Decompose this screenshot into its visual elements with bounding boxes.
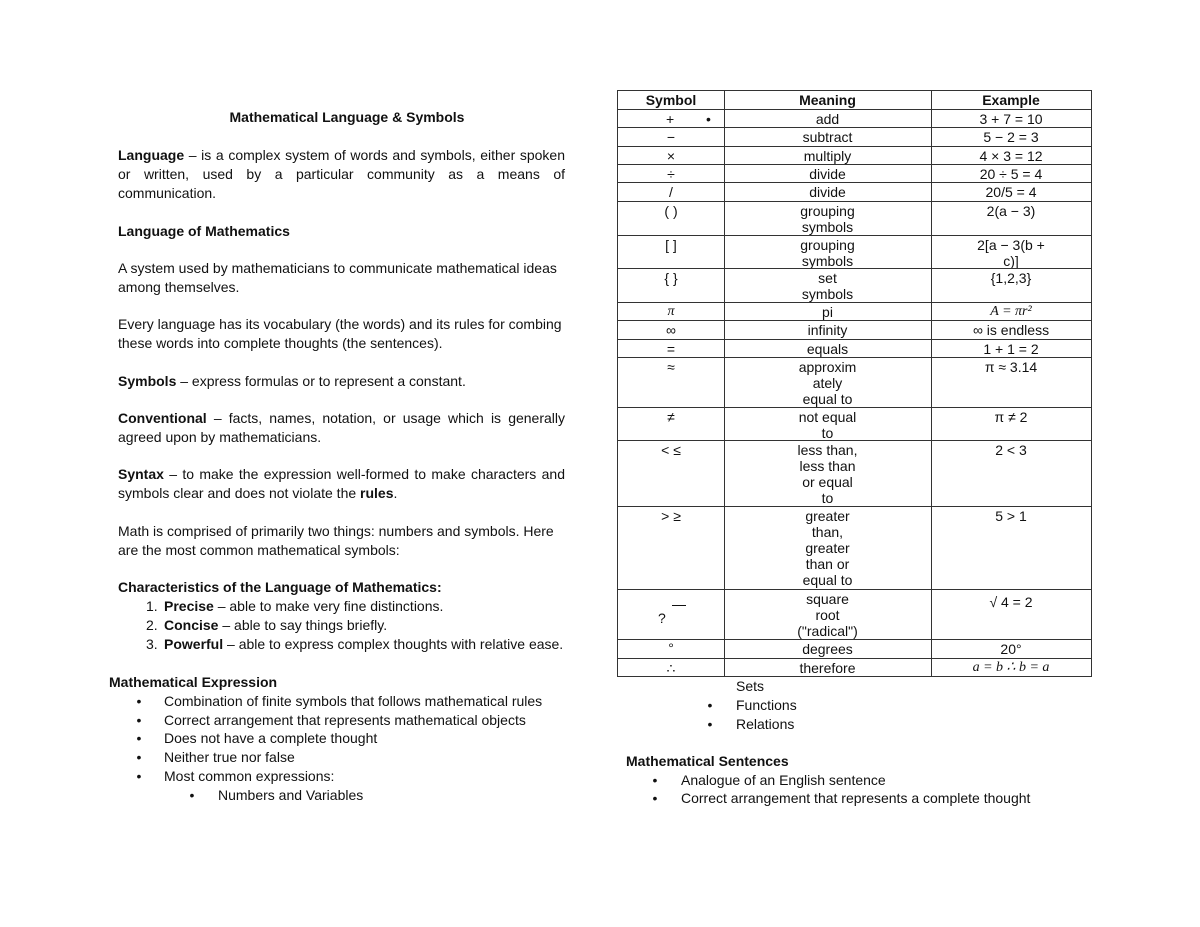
example-cell: 20° — [1000, 641, 1022, 657]
table-row — [618, 506, 1091, 589]
table-header-row — [618, 91, 1091, 110]
meaning-cell: divide — [809, 184, 846, 200]
bullet-icon: • — [136, 749, 142, 765]
list-item: Relations — [736, 716, 795, 732]
example-cell: π ≈ 3.14 — [984, 359, 1038, 375]
table-row — [618, 639, 1091, 658]
meaning-cell: set symbols — [801, 270, 854, 302]
system-paragraph-line: A system used by mathematicians to communicate mathematical ideas — [118, 260, 557, 276]
example-cell: 2 < 3 — [995, 442, 1027, 458]
list-item: Combination of finite symbols that follows mathematical rules — [164, 693, 543, 709]
example-cell: ∞ is endless — [972, 322, 1050, 338]
header-example: Example — [982, 92, 1040, 108]
meaning-cell: add — [815, 111, 840, 127]
characteristic-number: 2. — [146, 617, 158, 633]
example-cell: {1,2,3} — [990, 270, 1032, 286]
example-cell: 2[a − 3(b + c)] — [977, 237, 1045, 269]
bullet-icon: • — [706, 111, 711, 127]
bullet-icon: • — [136, 693, 142, 709]
symbol-cell: > ≥ — [661, 508, 681, 524]
table-row — [618, 164, 1091, 183]
mathematical-expression-heading: Mathematical Expression — [109, 674, 278, 690]
example-cell: 4 × 3 = 12 — [979, 148, 1043, 164]
conventional-definition-line: agreed upon by mathematicians. — [118, 429, 322, 445]
vocabulary-paragraph-line: these words into complete thoughts (the sentences). — [118, 335, 443, 351]
list-item: Functions — [736, 697, 797, 713]
language-of-mathematics-heading: Language of Mathematics — [118, 223, 290, 239]
meaning-cell: approxim ately equal to — [798, 359, 857, 407]
meaning-cell: square root ("radical") — [797, 591, 858, 639]
bullet-icon: • — [136, 768, 142, 784]
table-row — [618, 658, 1091, 677]
bullet-icon: • — [652, 790, 658, 806]
characteristic-item: Powerful – able to express complex thoughts with relative ease. — [164, 636, 564, 652]
symbol-cell: { } — [664, 270, 678, 286]
meaning-cell: infinity — [807, 322, 848, 338]
syntax-definition-line: Syntax – to make the expression well-formed to make characters and — [118, 466, 565, 482]
symbol-cell: ÷ — [667, 166, 675, 182]
table-row — [618, 440, 1091, 506]
example-cell: 20 ÷ 5 = 4 — [979, 166, 1043, 182]
list-item: Numbers and Variables — [218, 787, 364, 803]
characteristic-number: 1. — [146, 598, 158, 614]
symbol-cell: < ≤ — [661, 442, 681, 458]
math-paragraph-line: Math is comprised of primarily two things: numbers and symbols. Here — [118, 523, 554, 539]
language-definition-line: Language – is a complex system of words and symbols, either spoken — [118, 147, 566, 163]
list-item: Correct arrangement that represents a complete thought — [681, 790, 1031, 806]
bullet-icon: • — [136, 730, 142, 746]
system-paragraph-line: among themselves. — [118, 279, 240, 295]
example-cell: 2(a − 3) — [986, 203, 1036, 219]
radical-icon: ? — [658, 610, 666, 626]
symbol-cell: / — [669, 184, 673, 200]
symbol-cell: ≠ — [667, 409, 675, 425]
table-row — [618, 201, 1091, 235]
table-row — [618, 146, 1091, 165]
bullet-icon: • — [707, 716, 713, 732]
table-row — [618, 589, 1091, 639]
syntax-definition-line: symbols clear and does not violate the rules. — [118, 485, 398, 501]
list-item: Most common expressions: — [164, 768, 335, 784]
header-symbol: Symbol — [645, 92, 697, 108]
list-item: Does not have a complete thought — [164, 730, 378, 746]
example-cell: 20/5 = 4 — [985, 184, 1037, 200]
header-meaning: Meaning — [799, 92, 856, 108]
symbol-cell — [618, 590, 724, 640]
bullet-icon: • — [189, 787, 195, 803]
language-definition-line: or written, used by a particular community as a means of — [118, 166, 565, 182]
symbols-table — [617, 90, 1092, 677]
example-cell: A = πr² — [990, 304, 1032, 319]
list-item: Neither true nor false — [164, 749, 295, 765]
table-row — [618, 339, 1091, 357]
language-term: Language — [118, 147, 185, 163]
table-row — [618, 407, 1091, 440]
table-row — [618, 182, 1091, 201]
meaning-cell: subtract — [802, 129, 853, 145]
bullet-icon: • — [652, 772, 658, 788]
list-item: Sets — [736, 678, 765, 694]
symbol-cell: ∞ — [666, 322, 676, 338]
meaning-cell: degrees — [802, 641, 853, 657]
characteristic-item: Concise – able to say things briefly. — [164, 617, 388, 633]
conventional-definition-line: Conventional – facts, names, notation, or usage which is generally — [118, 410, 566, 426]
symbol-cell: ( ) — [664, 203, 678, 219]
symbol-cell: ∴ — [666, 660, 676, 676]
symbols-definition: Symbols – express formulas or to represent a constant. — [118, 373, 466, 389]
characteristic-item: Precise – able to make very fine distinctions. — [164, 598, 444, 614]
table-row — [618, 320, 1091, 339]
symbol-cell: − — [666, 129, 676, 145]
symbol-cell: ≈ — [667, 359, 675, 375]
meaning-cell: greater than, greater than or equal to — [802, 508, 853, 588]
bullet-icon: • — [136, 712, 142, 728]
table-row — [618, 268, 1091, 302]
meaning-cell: divide — [809, 166, 846, 182]
table-row — [618, 127, 1091, 146]
bullet-icon: • — [707, 697, 713, 713]
table-row — [618, 357, 1091, 407]
example-cell: 1 + 1 = 2 — [983, 341, 1039, 357]
meaning-cell: grouping symbols — [800, 203, 855, 235]
meaning-cell: therefore — [799, 660, 856, 676]
math-paragraph-line: are the most common mathematical symbols: — [118, 542, 400, 558]
table-row — [618, 302, 1091, 320]
characteristic-number: 3. — [146, 636, 158, 652]
symbol-cell: × — [666, 148, 676, 164]
table-row — [618, 235, 1091, 268]
radical-bar-icon — [672, 605, 686, 606]
table-row: + • add 3 + 7 = 10 — [618, 109, 1091, 128]
language-definition-line: communication. — [118, 185, 217, 201]
meaning-cell: not equal to — [798, 409, 857, 441]
meaning-cell: multiply — [803, 148, 852, 164]
example-cell: 5 − 2 = 3 — [983, 129, 1039, 145]
example-cell: π ≠ 2 — [994, 409, 1028, 425]
symbol-cell: [ ] — [665, 237, 677, 253]
example-cell: 3 + 7 = 10 — [979, 111, 1043, 127]
meaning-cell: equals — [806, 341, 849, 357]
characteristics-heading: Characteristics of the Language of Mathematics: — [118, 579, 442, 595]
example-cell: √ 4 = 2 — [989, 594, 1033, 610]
vocabulary-paragraph-line: Every language has its vocabulary (the words) and its rules for combing — [118, 316, 562, 332]
list-item: Correct arrangement that represents mathematical objects — [164, 712, 526, 728]
symbol-cell: π — [667, 304, 675, 319]
meaning-cell: pi — [822, 304, 833, 320]
meaning-cell: grouping symbols — [800, 237, 855, 269]
example-cell: 5 > 1 — [995, 508, 1027, 524]
symbol-cell: ° — [668, 640, 674, 656]
example-cell: a = b ∴ b = a — [972, 660, 1050, 675]
meaning-cell: less than, less than or equal to — [797, 442, 858, 506]
page-title: Mathematical Language & Symbols — [229, 109, 465, 125]
list-item: Analogue of an English sentence — [681, 772, 886, 788]
symbol-cell: = — [666, 341, 676, 357]
mathematical-sentences-heading: Mathematical Sentences — [626, 753, 789, 769]
